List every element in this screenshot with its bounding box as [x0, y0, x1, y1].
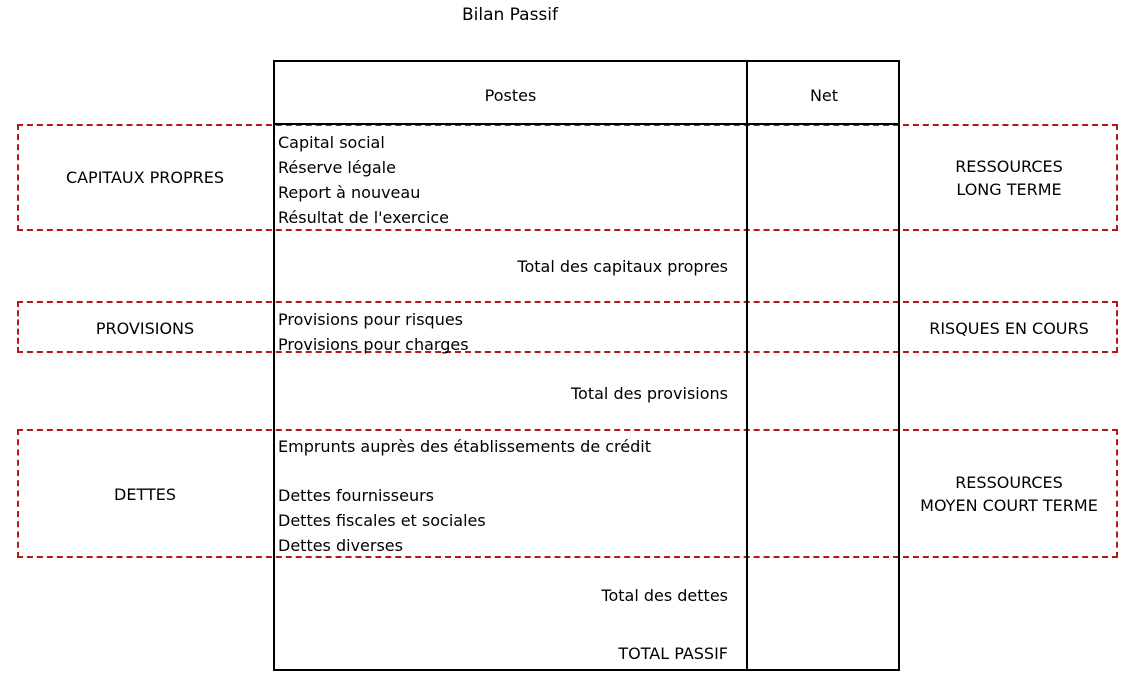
header-separator-line: [273, 123, 900, 125]
resource-label-line2: LONG TERME: [956, 180, 1062, 199]
item-list-capitaux-propres: [278, 130, 449, 230]
list-item: Réserve légale: [278, 158, 396, 177]
item-list-provisions: [278, 307, 469, 357]
list-item: Emprunts auprès des établissements de crédit: [278, 437, 651, 456]
resource-label-risques-en-cours: RISQUES EN COURS: [929, 319, 1089, 338]
resource-label-line2: MOYEN COURT TERME: [920, 496, 1098, 515]
list-item: Report à nouveau: [278, 183, 421, 202]
list-item: Dettes fournisseurs: [278, 486, 434, 505]
category-label-capitaux-propres: CAPITAUX PROPRES: [65, 168, 225, 187]
category-label-provisions: PROVISIONS: [95, 319, 195, 338]
total-dettes: Total des dettes: [601, 586, 728, 605]
resource-label-ressources-long-terme: [902, 155, 1116, 201]
column-header-net: Net: [809, 86, 839, 105]
total-passif: TOTAL PASSIF: [618, 644, 728, 663]
list-item: Résultat de l'exercice: [278, 208, 450, 227]
list-item: Provisions pour charges: [278, 335, 469, 354]
list-item: Dettes fiscales et sociales: [278, 511, 486, 530]
resource-label-line1: RESSOURCES: [955, 157, 1063, 176]
item-list-dettes: [278, 434, 651, 558]
category-label-dettes: DETTES: [114, 485, 176, 504]
list-item-spacer: [278, 459, 651, 483]
list-item: Capital social: [278, 133, 385, 152]
column-divider: [746, 60, 748, 671]
column-header-postes: Postes: [484, 86, 537, 105]
total-provisions: Total des provisions: [570, 384, 728, 403]
total-capitaux-propres: Total des capitaux propres: [517, 257, 728, 276]
resource-label-ressources-moyen-court-terme: [902, 471, 1116, 517]
page-title: Bilan Passif: [461, 5, 559, 25]
list-item: Provisions pour risques: [278, 310, 464, 329]
resource-label-line1: RESSOURCES: [955, 473, 1063, 492]
list-item: Dettes diverses: [278, 536, 403, 555]
